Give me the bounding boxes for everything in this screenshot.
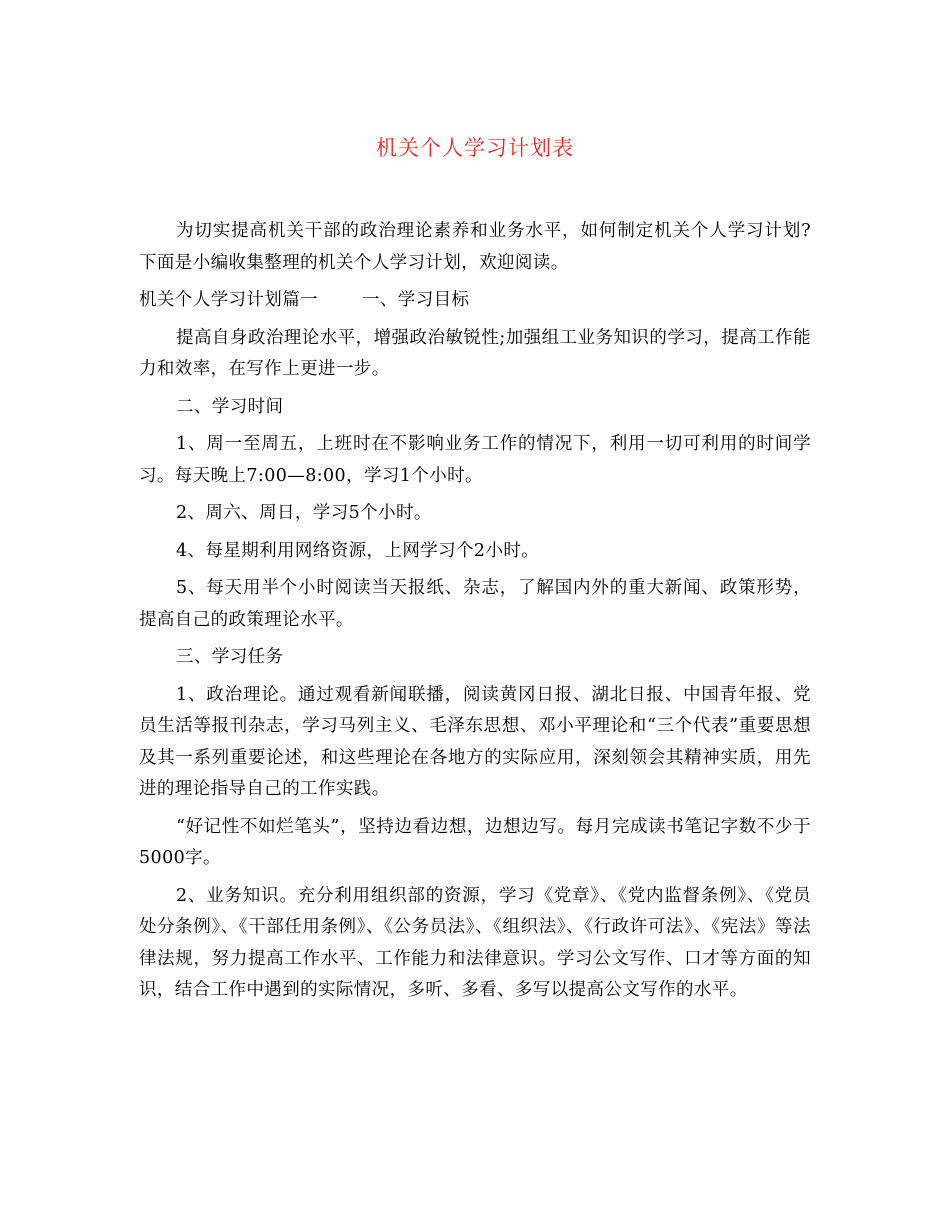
time-item-1: 1、周一至周五，上班时在不影响业务工作的情况下，利用一切可利用的时间学习。每天晚上7:00—8:00，学习1个小时。 <box>139 434 811 486</box>
task-item-2: 2、业务知识。充分利用组织部的资源，学习《党章》、《党内监督条例》、《党员处分条例》、《干部任用条例》、《公务员法》、《组织法》、《行政许可法》、《宪法》等法律法规，努力提高工作水平、工作能力和法律意识。学习公文写作、口才等方面的知识，结合工作中遇到的实际情况，多听、多看、多写以提高公文写作的水平。 <box>139 885 811 1000</box>
task-item-1: 1、政治理论。通过观看新闻联播，阅读黄冈日报、湖北日报、中国青年报、党员生活等报刊杂志，学习马列主义、毛泽东思想、邓小平理论和“三个代表”重要思想及其一系列重要论述，和这些理论在各地方的实际应用，深刻领会其精神实质，用先进的理论指导自己的工作实践。 <box>139 684 811 799</box>
time-item-2: 2、周六、周日，学习5个小时。 <box>176 503 432 523</box>
time-item-4: 4、每星期利用网络资源，上网学习个2小时。 <box>176 540 540 561</box>
task-item-1-note: “好记性不如烂笔头”，坚持边看边想，边想边写。每月完成读书笔记字数不少于5000字。 <box>139 816 811 868</box>
time-item-5: 5、每天用半个小时阅读当天报纸、杂志，了解国内外的重大新闻、政策形势，提高自己的政策理论水平。 <box>139 578 811 630</box>
time-heading: 二、学习时间 <box>176 396 284 417</box>
task-heading: 三、学习任务 <box>176 647 284 667</box>
section-heading-line <box>139 285 811 317</box>
section-label: 机关个人学习计划篇一 <box>139 290 318 310</box>
intro-paragraph: 为切实提高机关干部的政治理论素养和业务水平，如何制定机关个人学习计划?下面是小编收集整理的机关个人学习计划，欢迎阅读。 <box>139 221 811 273</box>
page-title: 机关个人学习计划表 <box>376 136 574 160</box>
goal-heading: 一、学习目标 <box>362 290 470 310</box>
document-body <box>139 216 811 1013</box>
goal-paragraph: 提高自身政治理论水平，增强政治敏锐性;加强组工业务知识的学习，提高工作能力和效率，在写作上更进一步。 <box>139 327 811 379</box>
